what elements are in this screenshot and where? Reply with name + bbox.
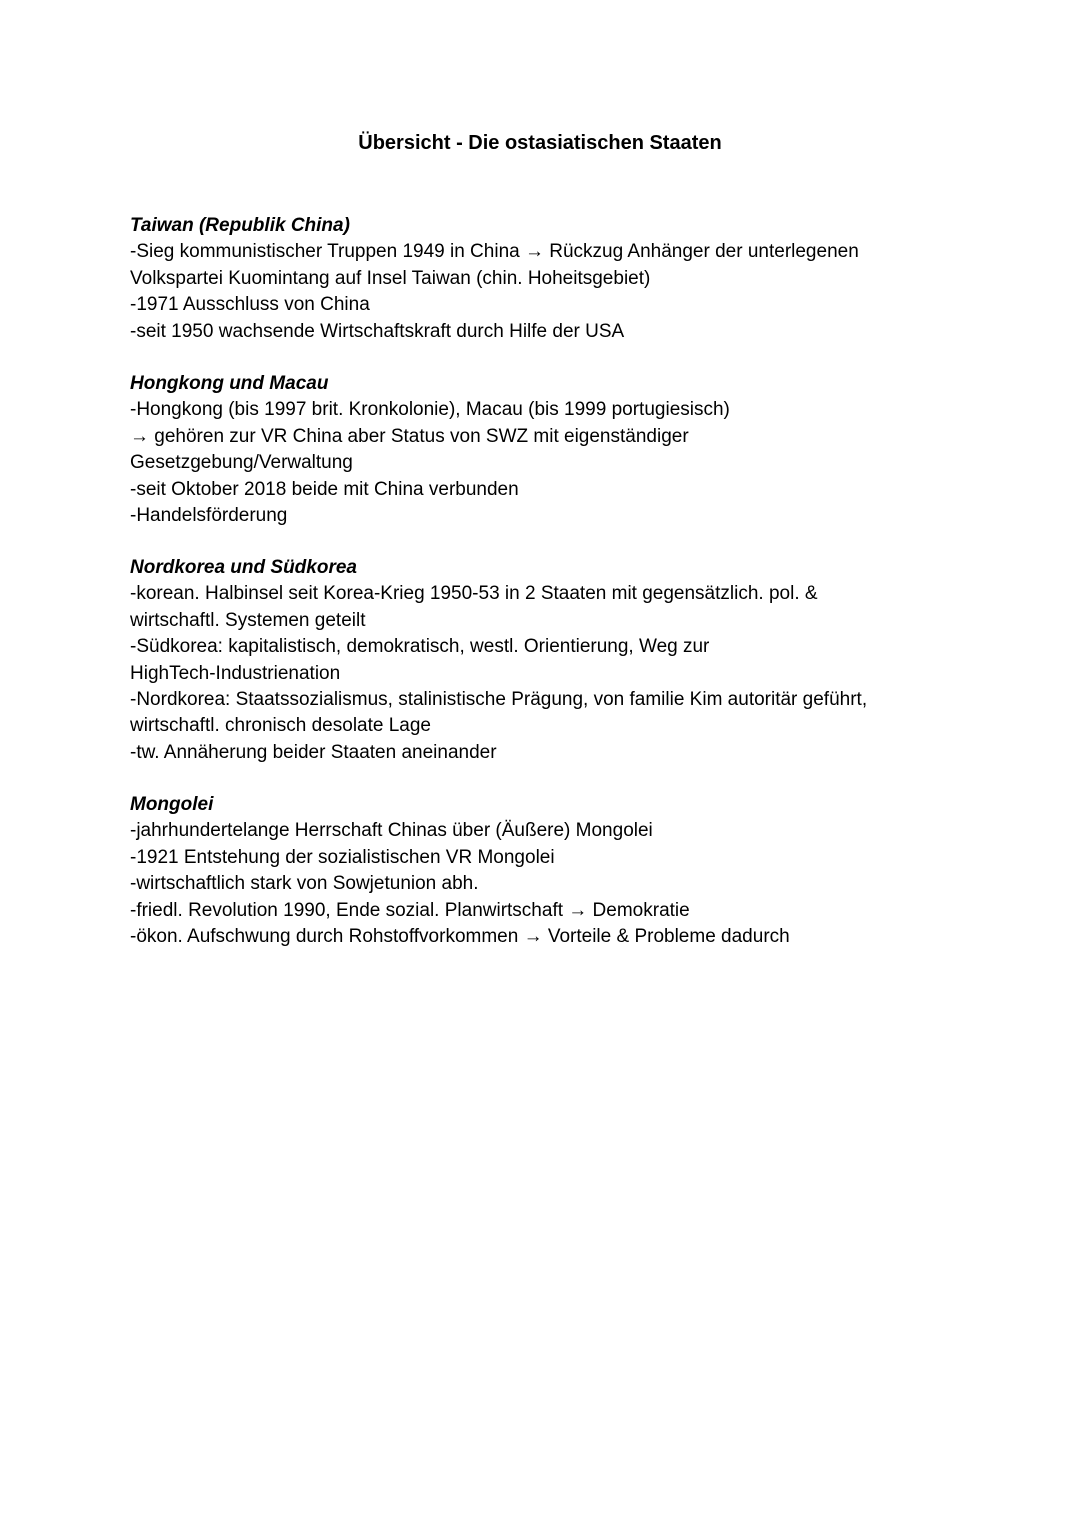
section-heading: Mongolei xyxy=(130,794,214,815)
text-line: -1971 Ausschluss von China xyxy=(130,294,370,316)
section-mongolei xyxy=(130,792,930,950)
text-line: -korean. Halbinsel seit Korea-Krieg 1950-53 in 2 Staaten mit gegensätzlich. pol. & xyxy=(130,583,818,605)
text-line: -ökon. Aufschwung durch Rohstoffvorkommen → Vorteile & Probleme dadurch xyxy=(130,926,790,948)
text-line: -Handelsförderung xyxy=(130,505,288,527)
text-line: HighTech-Industrienation xyxy=(130,662,341,684)
section-korea xyxy=(130,555,930,766)
text-line: -1921 Entstehung der sozialistischen VR Mongolei xyxy=(130,846,555,868)
text-line: Volkspartei Kuomintang auf Insel Taiwan (chin. Hoheitsgebiet) xyxy=(130,267,651,289)
text-line: wirtschaftl. chronisch desolate Lage xyxy=(130,715,431,737)
section-taiwan xyxy=(130,213,930,345)
text-line: -Südkorea: kapitalistisch, demokratisch, westl. Orientierung, Weg zur xyxy=(130,636,710,658)
text-line: -Hongkong (bis 1997 brit. Kronkolonie), Macau (bis 1999 portugiesisch) xyxy=(130,399,730,421)
section-heading: Hongkong und Macau xyxy=(130,373,329,394)
text-line: → gehören zur VR China aber Status von SWZ mit eigenständiger xyxy=(130,425,689,447)
text-line: -seit 1950 wachsende Wirtschaftskraft durch Hilfe der USA xyxy=(130,320,625,342)
page-title: Übersicht - Die ostasiatischen Staaten xyxy=(358,132,722,154)
text-line: -seit Oktober 2018 beide mit China verbunden xyxy=(130,478,519,500)
text-line: -jahrhundertelange Herrschaft Chinas über (Äußere) Mongolei xyxy=(130,820,653,842)
section-heading: Taiwan (Republik China) xyxy=(130,215,350,236)
text-line: -Nordkorea: Staatssozialismus, stalinistische Prägung, von familie Kim autoritär geführt, xyxy=(130,689,868,711)
text-line: wirtschaftl. Systemen geteilt xyxy=(130,609,366,631)
section-hongkong-macau xyxy=(130,371,930,529)
text-line: -wirtschaftlich stark von Sowjetunion abh. xyxy=(130,873,479,895)
section-heading: Nordkorea und Südkorea xyxy=(130,557,357,578)
text-line: -tw. Annäherung beider Staaten aneinander xyxy=(130,741,497,763)
text-line: -friedl. Revolution 1990, Ende sozial. Planwirtschaft → Demokratie xyxy=(130,899,690,921)
text-line: Gesetzgebung/Verwaltung xyxy=(130,452,353,474)
text-line: -Sieg kommunistischer Truppen 1949 in China → Rückzug Anhänger der unterlegenen xyxy=(130,241,859,263)
